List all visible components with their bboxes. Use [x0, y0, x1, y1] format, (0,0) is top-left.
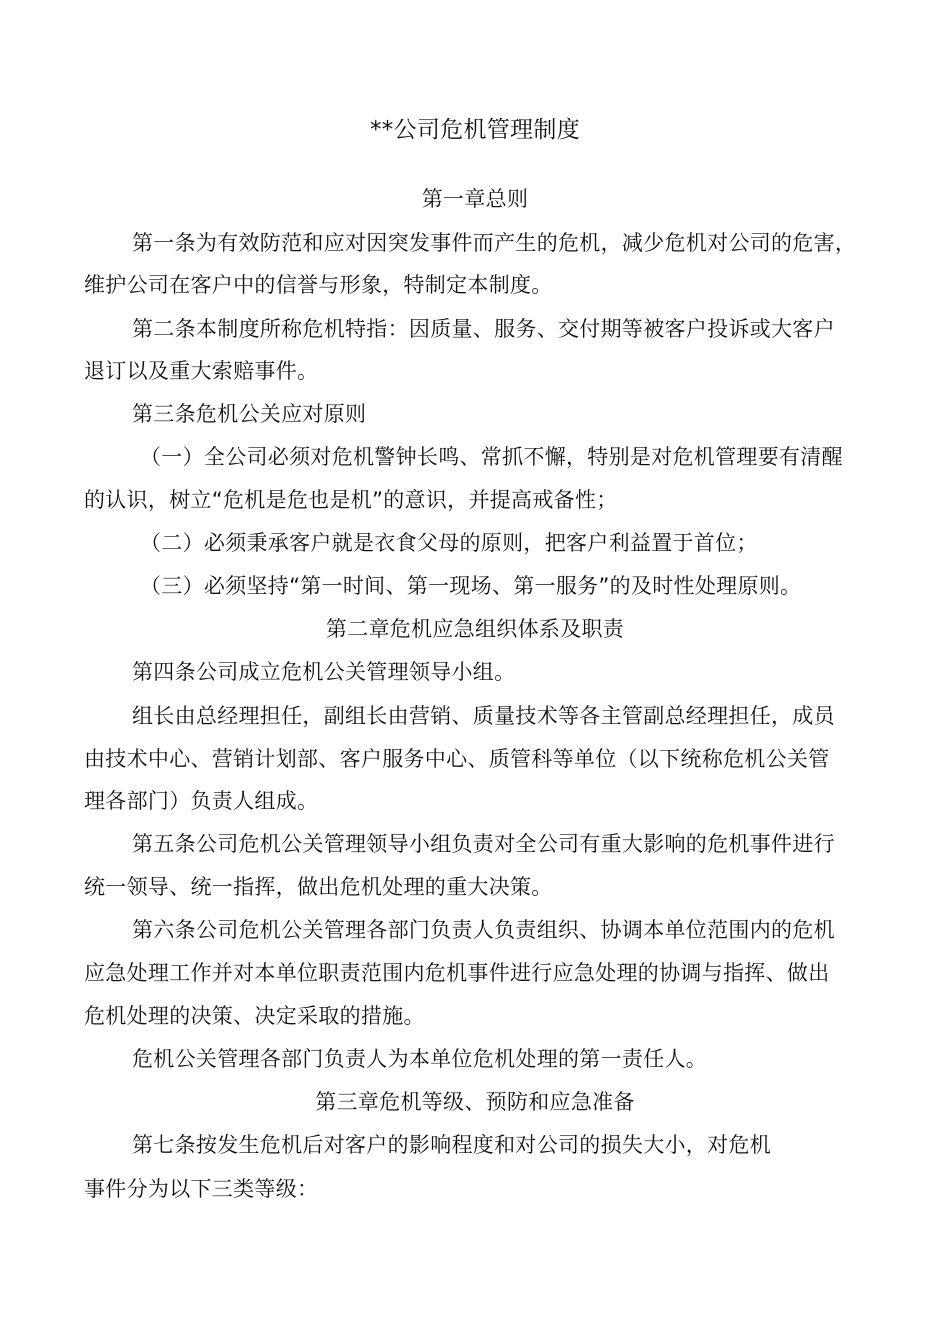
- article-6-line-3: 危机处理的决策、决定采取的措施。: [84, 1004, 425, 1028]
- article-6-line-1: 第六条公司危机公关管理各部门负责人负责组织、协调本单位范围内的危机: [132, 918, 835, 942]
- group-paragraph-line-2: 由技术中心、营销计划部、客户服务中心、质管科等单位（以下统称危机公关管: [84, 747, 830, 771]
- article-2-line-1: 第二条本制度所称危机特指：因质量、服务、交付期等被客户投诉或大客户: [132, 317, 835, 341]
- chapter-3-heading: 第三章危机等级、预防和应急准备: [315, 1090, 635, 1114]
- chapter-1-heading: 第一章总则: [421, 187, 529, 211]
- article-7-line-2: 事件分为以下三类等级：: [84, 1177, 319, 1201]
- article-6-line-2: 应急处理工作并对本单位职责范围内危机事件进行应急处理的协调与指挥、做出: [84, 961, 830, 985]
- article-4: 第四条公司成立危机公关管理领导小组。: [132, 660, 516, 684]
- chapter-2-heading: 第二章危机应急组织体系及职责: [325, 617, 625, 641]
- group-paragraph-line-3: 理各部门）负责人组成。: [84, 789, 319, 813]
- article-1-line-2: 维护公司在客户中的信誉与形象，特制定本制度。: [84, 273, 553, 297]
- responsibility-paragraph: 危机公关管理各部门负责人为本单位危机处理的第一责任人。: [132, 1047, 708, 1071]
- article-5-line-2: 统一领导、统一指挥，做出危机处理的重大决策。: [84, 875, 553, 899]
- principle-1-line-2: 的认识，树立“危机是危也是机”的意识，并提高戒备性；: [84, 488, 618, 512]
- principle-1-line-1: （一）全公司必须对危机警钟长鸣、常抓不懈，特别是对危机管理要有清醒: [140, 445, 843, 469]
- article-2-line-2: 退订以及重大索赔事件。: [84, 359, 319, 383]
- article-1-line-1: 第一条为有效防范和应对因突发事件而产生的危机，减少危机对公司的危害，: [132, 231, 857, 255]
- article-3: 第三条危机公关应对原则: [132, 402, 367, 426]
- principle-3: （三）必须坚持“第一时间、第一现场、第一服务”的及时性处理原则。: [140, 574, 802, 598]
- principle-2: （二）必须秉承客户就是衣食父母的原则，把客户利益置于首位；: [140, 531, 758, 555]
- article-7-line-1: 第七条按发生危机后对客户的影响程度和对公司的损失大小，对危机: [132, 1133, 771, 1157]
- group-paragraph-line-1: 组长由总经理担任，副组长由营销、质量技术等各主管副总经理担任，成员: [132, 704, 835, 728]
- article-5-line-1: 第五条公司危机公关管理领导小组负责对全公司有重大影响的危机事件进行: [132, 832, 835, 856]
- document-title: **公司危机管理制度: [370, 117, 580, 143]
